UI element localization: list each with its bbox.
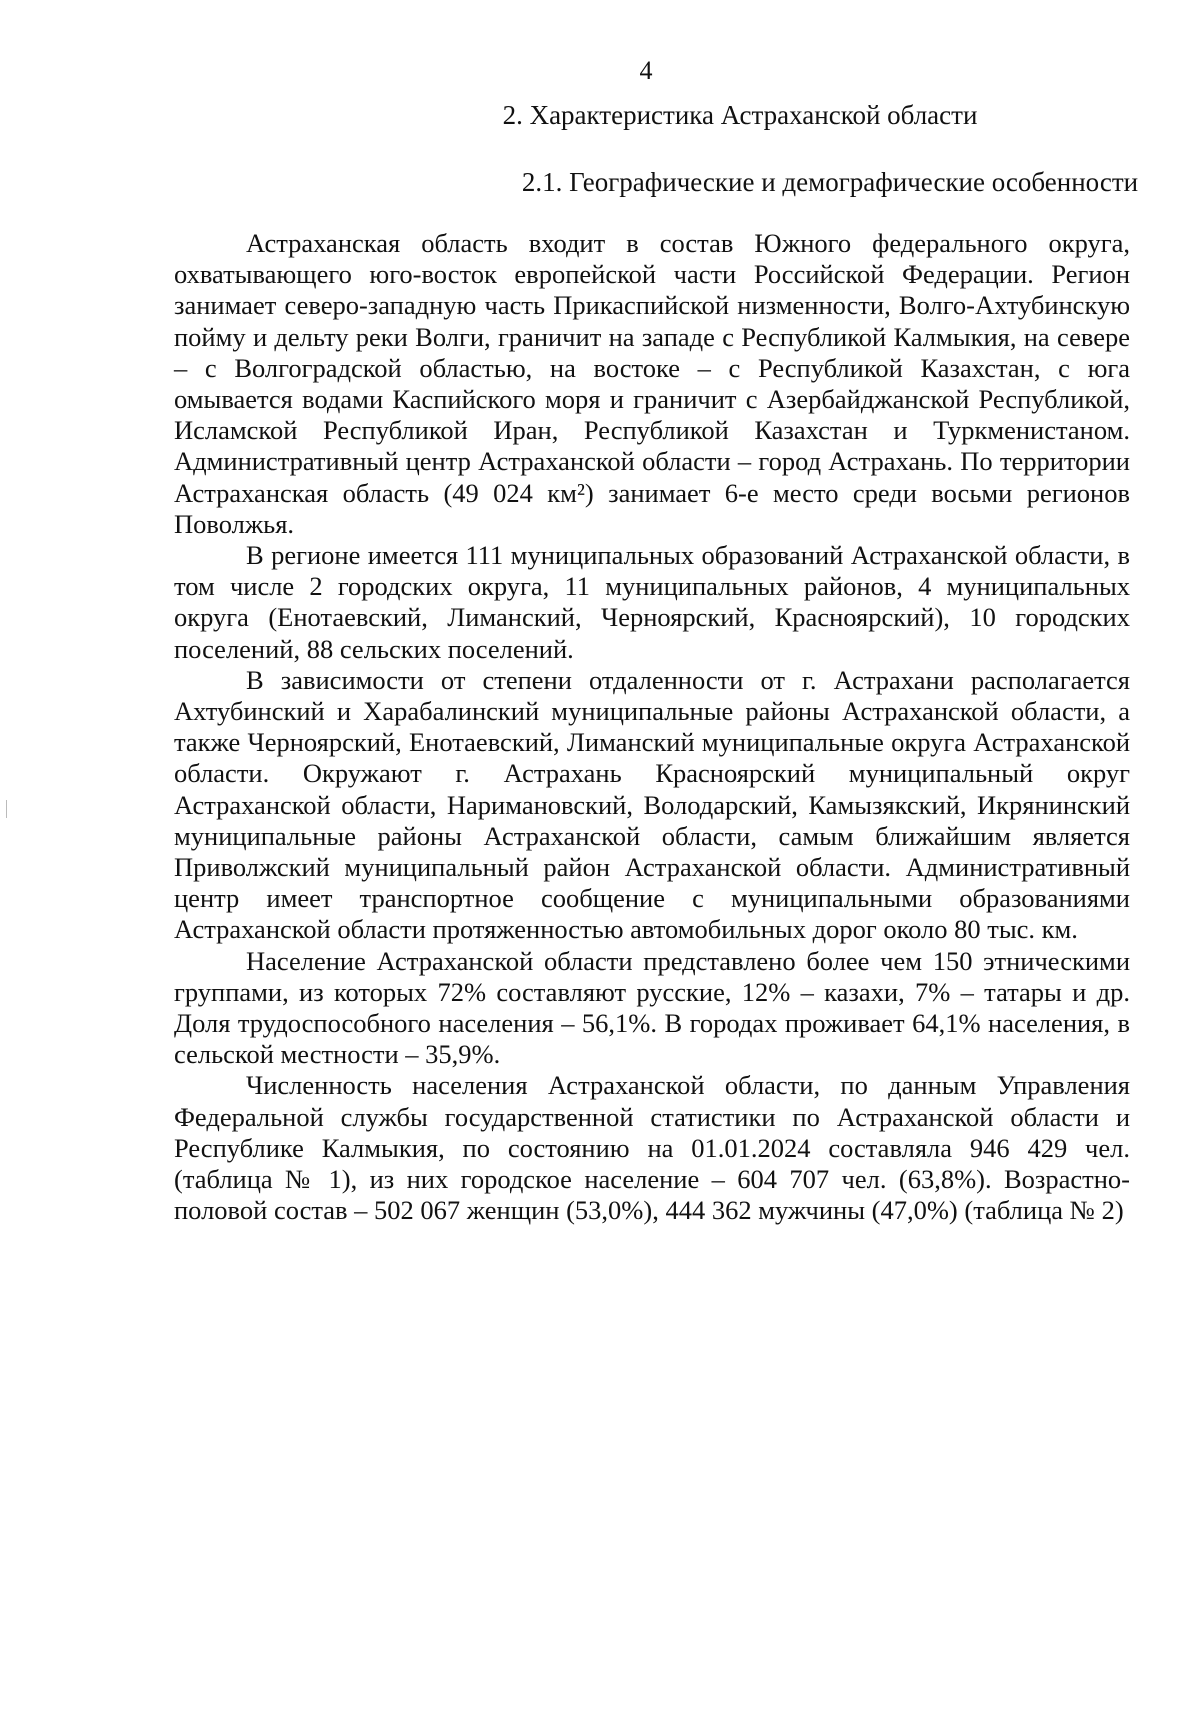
scan-artifact (6, 800, 7, 818)
page-number: 4 (639, 56, 653, 85)
paragraph-population: Численность населения Астраханской области, по данным Управления Федеральной службы государственной статистики по Астраханской области и Республике Калмыкия, по состоянию на 01.01.2024 составляла 946 429 чел. (таблица № 1), из них городское население – 604 707 чел. (63,8%). Возрастнополовой состав – 502 067 женщин (53,0%), 444 362 мужчины (47,0%) (таблица № 2) (174, 1070, 1130, 1226)
paragraph-ethnic-groups: Население Астраханской области представлено более чем 150 этническими группами, из которых 72% составляют русские, 12% – казахи, 7% – татары и др. Доля трудоспособного населения – 56,1%. В городах проживает 64,1% населения, в сельской местности – 35,9%. (174, 945, 1130, 1070)
paragraph-geography: Астраханская область входит в состав Южного федерального округа, охватывающего юго-восток европейской части Российской Федерации. Регион занимает северо-западную часть Прикаспийской низменности, Волго-Ахтубинскую пойму и дельту реки Волги, граничит на западе с Республикой Калмыкия, на севере – с Волгоградской областью, на востоке – с Республикой Казахстан, с юга омывается водами Каспийского моря и граничит с Азербайджанской Республикой, Исламской Республикой Иран, Республикой Казахстан и Туркменистаном. Административный центр Астраханской области – город Астрахань. По территории Астраханская область (49 024 км²) занимает 6-е место среди восьми регионов Поволжья. (174, 228, 1130, 539)
paragraph-districts: В зависимости от степени отдаленности от г. Астрахани располагается Ахтубинский и Харабалинский муниципальные районы Астраханской области, а также Черноярский, Енотаевский, Лиманский муниципальные округа Астраханской области. Окружают г. Астрахань Красноярский муниципальный округ Астраханской области, Наримановский, Володарский, Камызякский, Икрянинский муниципальные районы Астраханской области, самым ближайшим является Приволжский муниципальный район Астраханской области. Административный центр имеет транспортное сообщение с муниципальными образованиями Астраханской области протяженностью автомобильных дорог около 80 тыс. км. (174, 664, 1130, 945)
subsection-title: 2.1. Географические и демографические особенности (521, 167, 1139, 197)
paragraph-municipalities: В регионе имеется 111 муниципальных образований Астраханской области, в том числе 2 городских округа, 11 муниципальных районов, 4 муниципальных округа (Енотаевский, Лиманский, Черноярский, Красноярский), 10 городских поселений, 88 сельских поселений. (174, 540, 1130, 664)
body-text (174, 228, 1130, 1227)
section-title: 2. Характеристика Астраханской области (502, 100, 978, 130)
